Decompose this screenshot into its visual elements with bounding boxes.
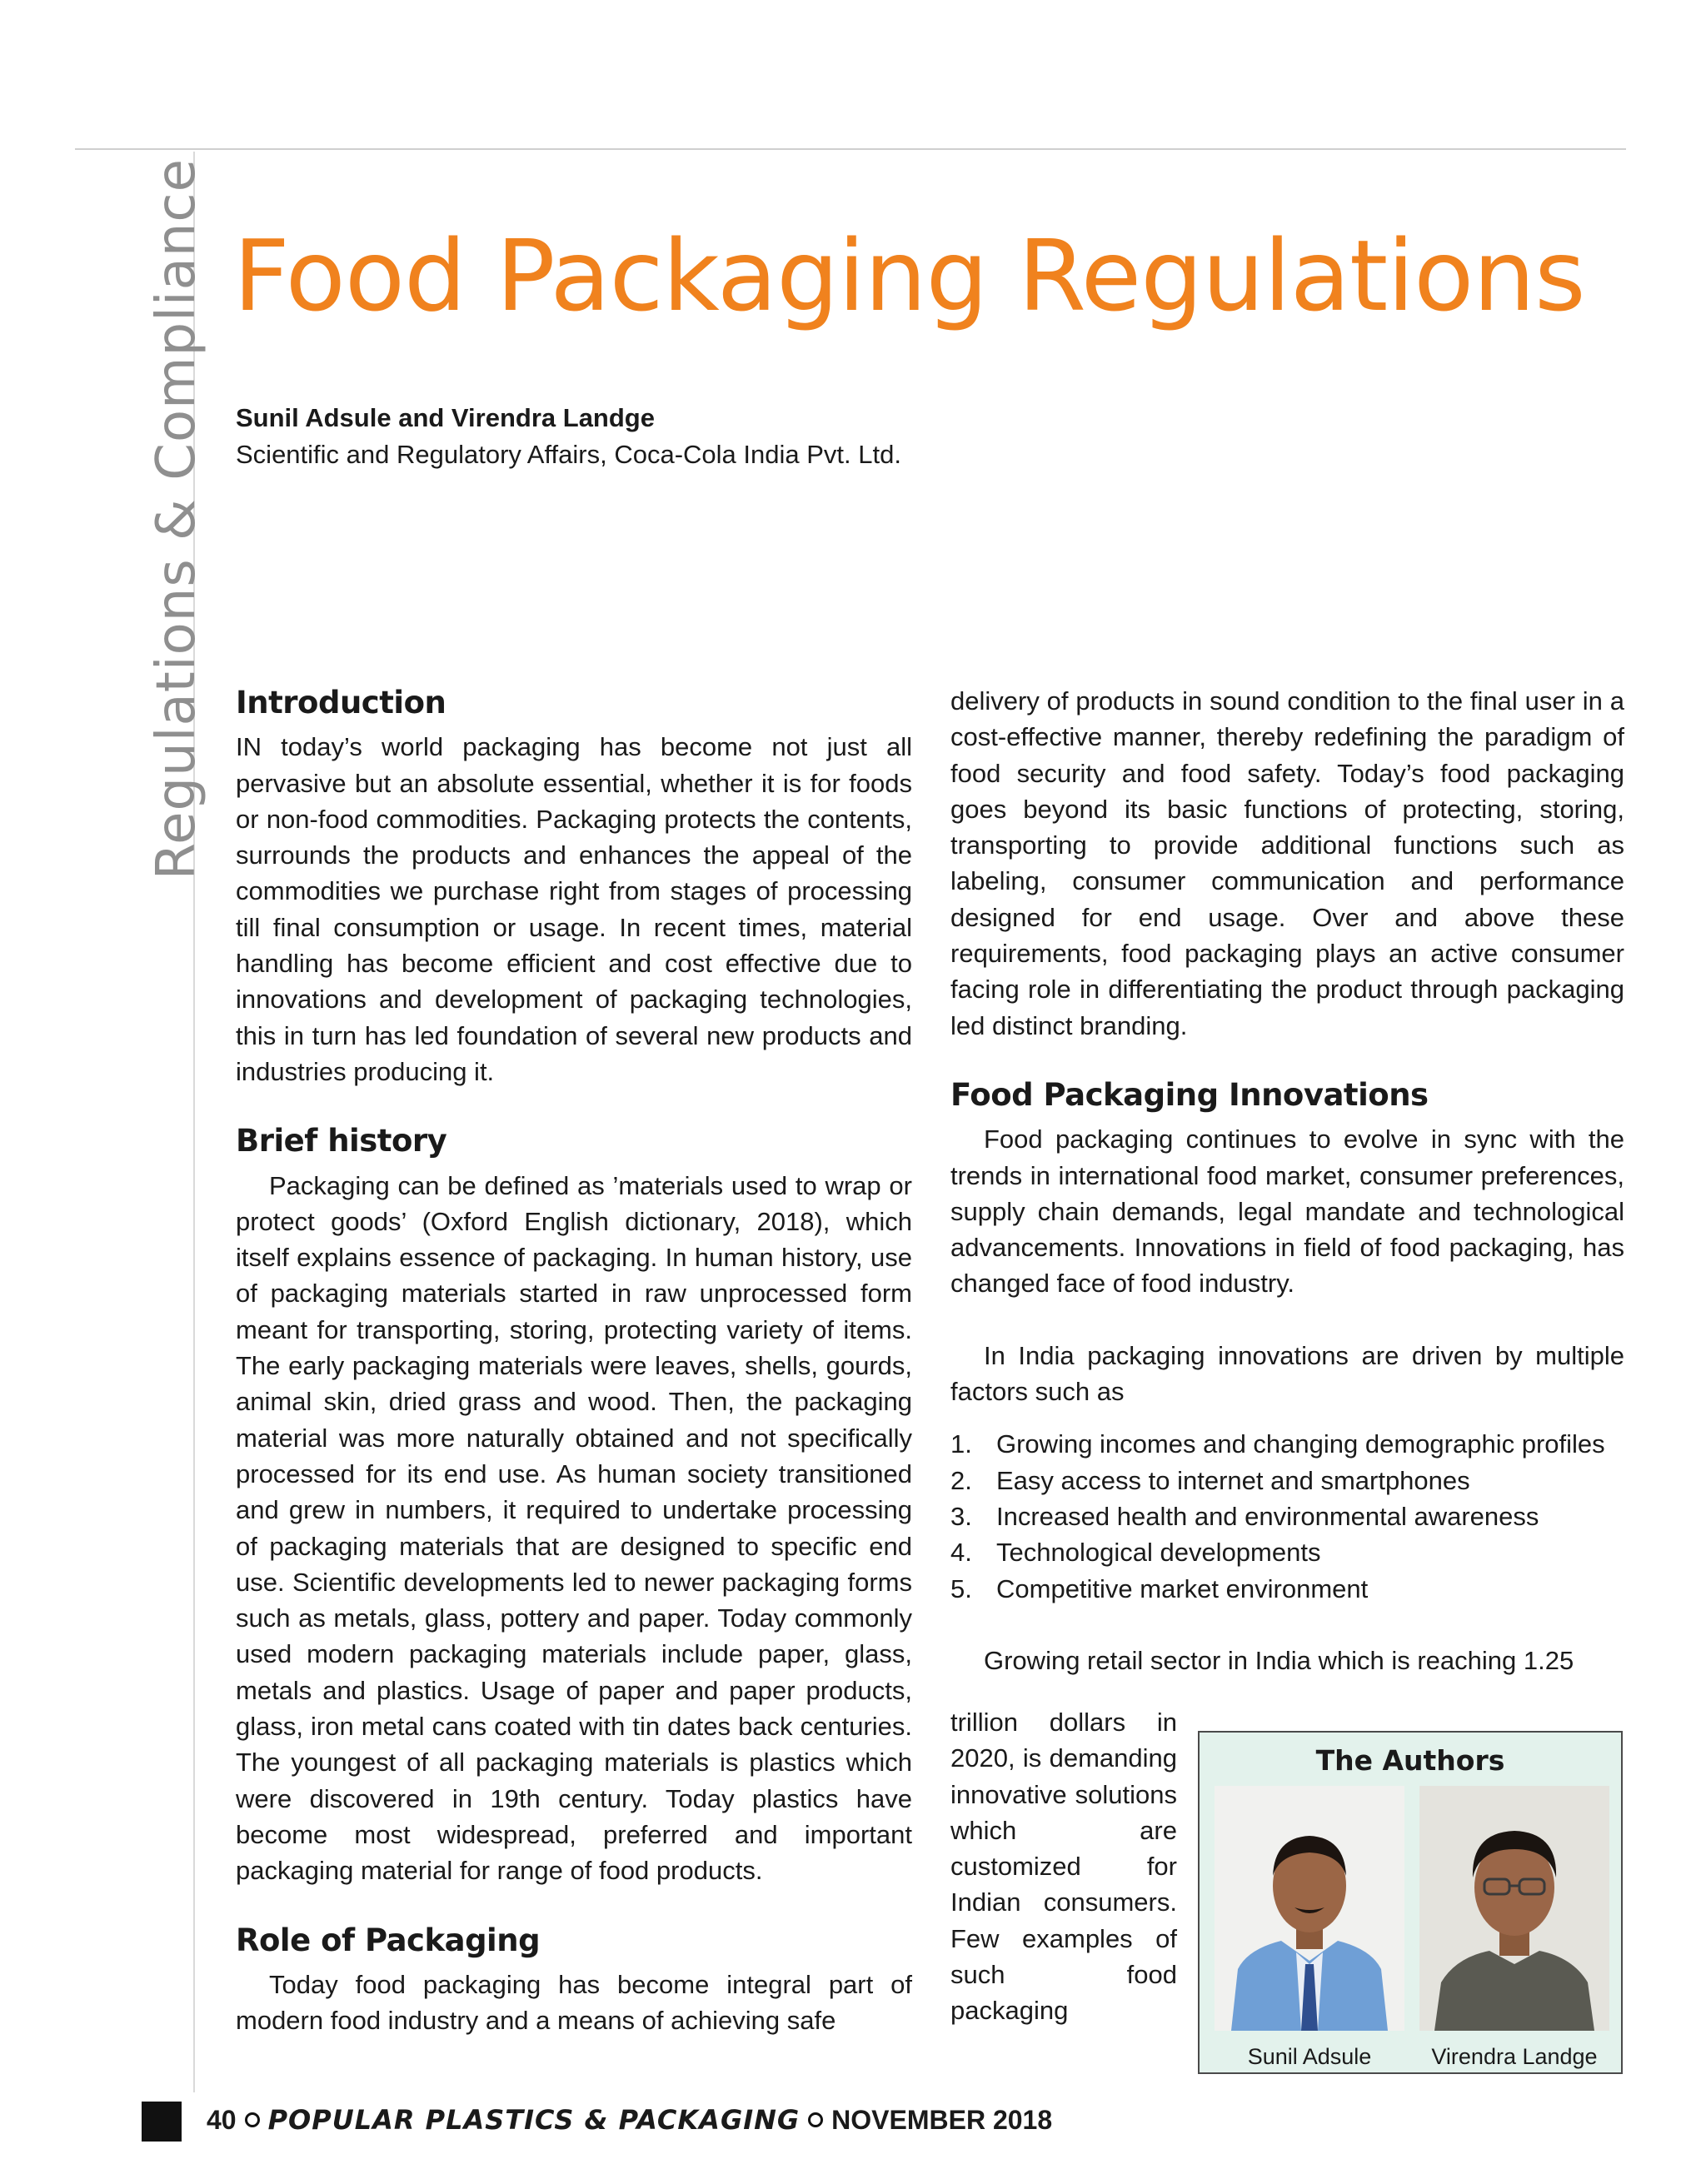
author-caption-sunil: Sunil Adsule xyxy=(1247,2044,1372,2069)
list-item: 4. Technological developments xyxy=(950,1538,1321,1568)
innovations-paragraph-3-wrap: trillion dollars in 2020, is demanding innovative solutions which are customized for Indian consumers. Few examples of such food packaging xyxy=(950,1708,1177,2026)
innovations-paragraph-3: Growing retail sector in India which is reaching 1.25 xyxy=(984,1645,1574,1675)
circle-bullet-icon xyxy=(245,2112,260,2127)
heading-food-packaging-innovations: Food Packaging Innovations xyxy=(950,1076,1429,1113)
article-title: Food Packaging Regulations xyxy=(233,218,1585,333)
authors-box-title: The Authors xyxy=(1315,1744,1505,1777)
factors-list xyxy=(950,1426,1624,1606)
list-item: 2. Easy access to internet and smartphones xyxy=(950,1465,1470,1495)
list-item: 3. Increased health and environmental awareness xyxy=(950,1501,1539,1531)
innovations-paragraph-1: Food packaging continues to evolve in sync with the trends in international food market, consumer preferences, supply chain demands, legal mandate and technological advancements. Innovations in field of food packaging, has changed face of food industry. xyxy=(950,1124,1624,1299)
issue-date: NOVEMBER 2018 xyxy=(831,2104,1053,2135)
top-rule xyxy=(75,148,1626,150)
intro-paragraph: IN today’s world packaging has become not just all pervasive but an absolute essential, whether it is for foods or non-food commodities. Packaging protects the contents, surrounds the products and enhances the appeal of the commodities we purchase right from stages of processing till final consumption or usage. In recent times, material handling has become efficient and cost effective due to innovations and development of packaging technologies, this in turn has led foundation of several new products and industries producing it. xyxy=(236,732,912,1086)
left-column xyxy=(236,685,912,2038)
right-column xyxy=(950,683,1624,1678)
magazine-name: POPULAR PLASTICS & PACKAGING xyxy=(267,2104,801,2136)
heading-role-of-packaging: Role of Packaging xyxy=(236,1922,541,1958)
history-paragraph: Packaging can be defined as ’materials used to wrap or protect goods’ (Oxford English dictionary, 2018), which itself explains essence of packaging. In human history, use of packaging materials started in raw unprocessed form meant for transporting, storing, protecting variety of items. The early packaging materials were leaves, shells, gourds, animal skin, dried grass and wood. Then, the packaging material was more naturally obtained and not specifically processed for its end use. As human society transitioned and grew in numbers, it required to undertake processing of packaging materials that are designed to specific end use. Scientific developments led to newer packaging forms such as metals, glass, pottery and paper. Today commonly used modern packaging materials include paper, glass, metals and plastics. Usage of paper and paper products, glass, iron metal cans coated with tin dates back centuries. The youngest of all packaging materials is plastics which were discovered in 19th century. Today plastics have become most widespread, preferred and important packaging material for range of food products. xyxy=(236,1170,912,1886)
role-paragraph-continued: delivery of products in sound condition to the final user in a cost-effective manner, thereby redefining the paradigm of food security and food safety. Today’s food packaging goes beyond its basic functions of protecting, storing, transporting to provide additional functions such as labeling, consumer communication and performance designed for end usage. Over and above these requirements, food packaging plays an active consumer facing role in differentiating the product through packaging led distinct branding. xyxy=(950,686,1624,1040)
heading-brief-history: Brief history xyxy=(236,1123,447,1159)
article-authors: Sunil Adsule and Virendra Landge xyxy=(236,403,655,432)
authors-box xyxy=(1198,1731,1623,2074)
innovations-paragraph-2: In India packaging innovations are driven by multiple factors such as xyxy=(950,1340,1624,1407)
portrait-image xyxy=(1215,1786,1404,2031)
article-affiliation: Scientific and Regulatory Affairs, Coca-Cola India Pvt. Ltd. xyxy=(236,440,901,469)
footer-marker xyxy=(142,2102,182,2142)
list-item: 5. Competitive market environment xyxy=(950,1573,1369,1603)
author-photo-virendra xyxy=(1419,1786,1609,2031)
role-paragraph: Today food packaging has become integral part of modern food industry and a means of achieving safe xyxy=(236,1969,912,2036)
author-photo-sunil xyxy=(1215,1786,1404,2031)
page-number: 40 xyxy=(207,2104,237,2135)
circle-bullet-icon xyxy=(808,2112,823,2127)
author-caption-virendra: Virendra Landge xyxy=(1431,2044,1598,2069)
section-side-label: Regulations & Compliance xyxy=(146,158,207,880)
list-item: 1. Growing incomes and changing demographic profiles xyxy=(950,1429,1605,1459)
page-footer xyxy=(207,2104,1052,2136)
heading-introduction: Introduction xyxy=(236,685,446,721)
portrait-image xyxy=(1419,1786,1609,2031)
